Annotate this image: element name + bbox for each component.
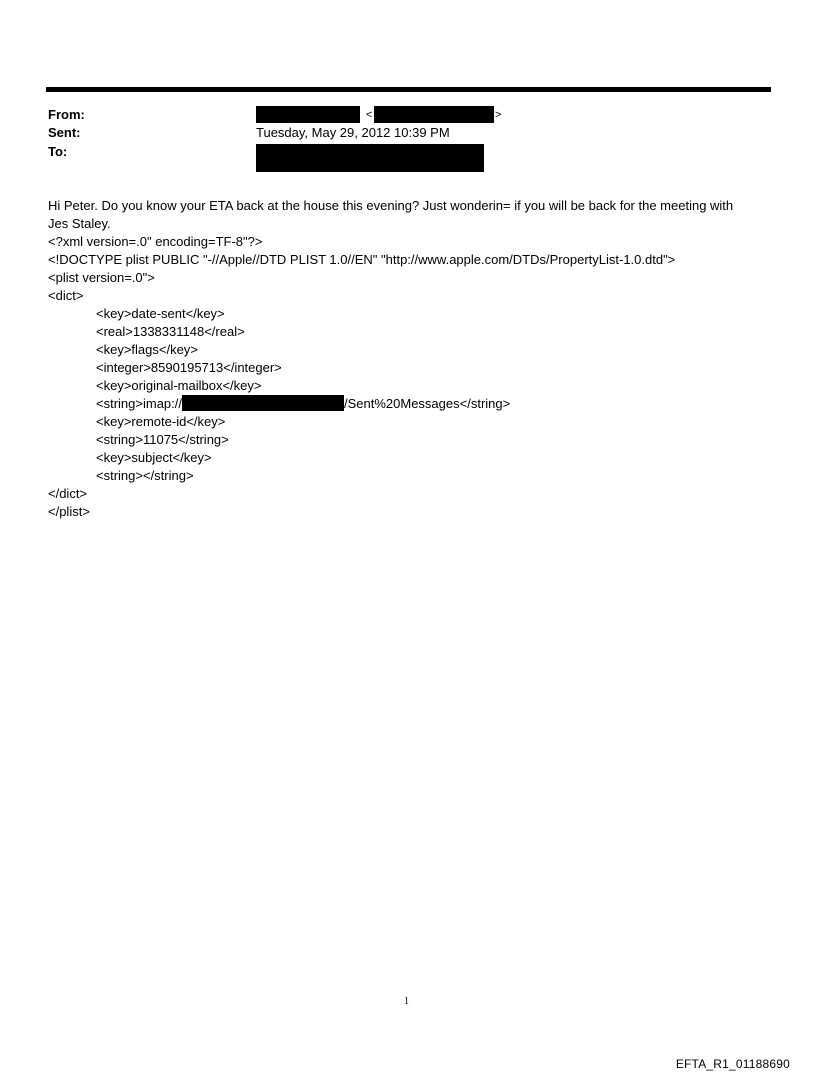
page-number: 1 (404, 996, 409, 1007)
from-lt-bracket: < (366, 109, 373, 121)
imap-prefix: <string>imap:// (96, 396, 182, 411)
from-email-redaction (374, 106, 494, 123)
imap-host-redaction (182, 395, 344, 411)
to-redaction (256, 144, 484, 172)
key-remote-id: <key>remote-id</key> (96, 414, 226, 429)
message-line-2: Jes Staley. (48, 216, 111, 231)
bates-number: EFTA_R1_01188690 (675, 1057, 790, 1071)
string-subject: <string></string> (96, 468, 194, 483)
message-line-1: Hi Peter. Do you know your ETA back at the house this evening? Just wonderin= if you will be back for the meeting with (48, 198, 734, 213)
key-date-sent: <key>date-sent</key> (96, 306, 225, 321)
from-name-redaction (256, 106, 360, 123)
sent-value: Tuesday, May 29, 2012 10:39 PM (256, 125, 450, 140)
string-remote-id: <string>11075</string> (96, 432, 229, 447)
from-gt-bracket: > (495, 109, 502, 121)
real-value: <real>1338331148</real> (96, 324, 245, 339)
imap-suffix: /Sent%20Messages</string> (344, 396, 511, 411)
dict-open-tag: <dict> (48, 288, 84, 303)
dict-close-tag: </dict> (48, 486, 88, 501)
key-subject: <key>subject</key> (96, 450, 212, 465)
doctype-line: <!DOCTYPE plist PUBLIC "-//Apple//DTD PLIST 1.0//EN" "http://www.apple.com/DTDs/PropertyList-1.0.dtd"> (48, 252, 676, 267)
sent-label: Sent: (48, 125, 81, 140)
header-rule (46, 87, 771, 92)
integer-value: <integer>8590195713</integer> (96, 360, 282, 375)
string-imap-line (48, 395, 770, 413)
email-body (48, 197, 770, 521)
plist-close-tag: </plist> (48, 504, 90, 519)
plist-open-tag: <plist version=.0"> (48, 270, 155, 285)
from-label: From: (48, 107, 85, 122)
key-flags: <key>flags</key> (96, 342, 198, 357)
xml-declaration: <?xml version=.0" encoding=TF-8"?> (48, 234, 263, 249)
to-label: To: (48, 144, 68, 159)
key-original-mailbox: <key>original-mailbox</key> (96, 378, 262, 393)
